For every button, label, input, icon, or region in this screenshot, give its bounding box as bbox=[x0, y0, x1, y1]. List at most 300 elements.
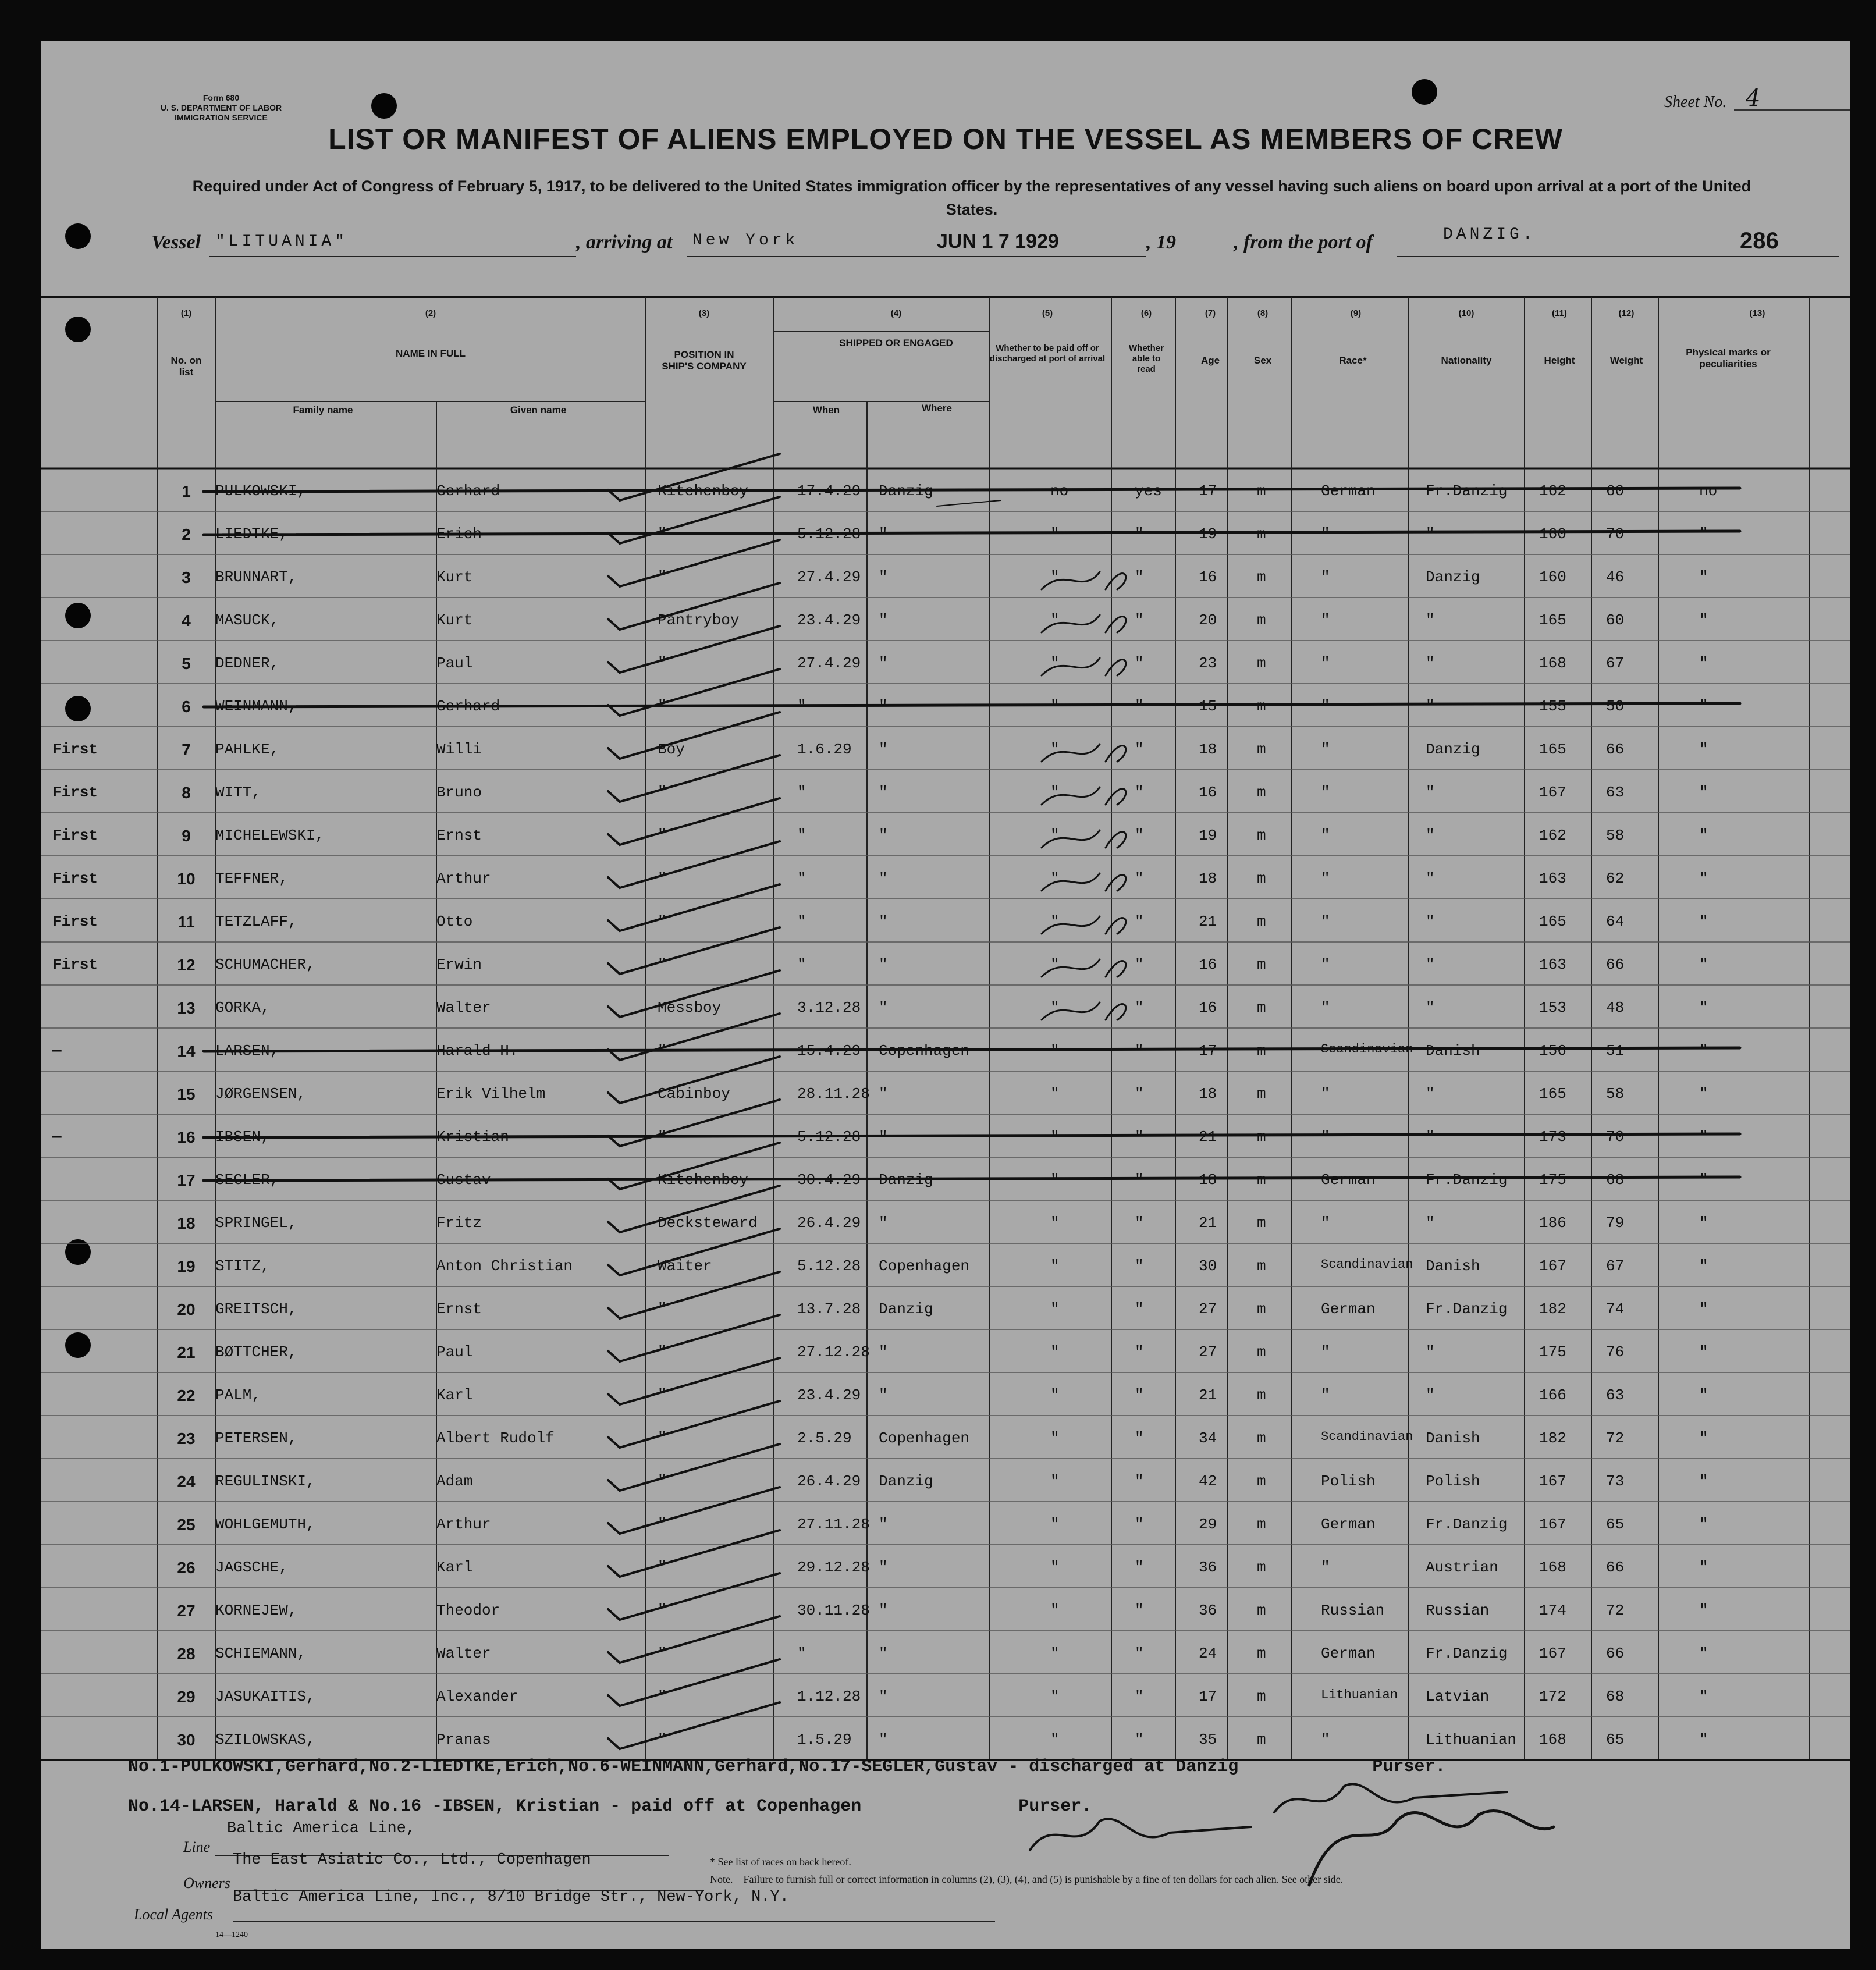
sex: m bbox=[1257, 1257, 1266, 1275]
row-number: 23 bbox=[177, 1430, 196, 1448]
marks: " bbox=[1699, 999, 1708, 1016]
shipped-where: Copenhagen bbox=[879, 1042, 970, 1059]
vessel-label: Vessel bbox=[151, 232, 201, 253]
punch-hole bbox=[1412, 79, 1437, 105]
race: " bbox=[1321, 999, 1330, 1016]
paid-off: " bbox=[1050, 1473, 1060, 1490]
weight: 58 bbox=[1606, 1085, 1625, 1103]
weight: 51 bbox=[1606, 1042, 1625, 1059]
paid-off: " bbox=[1050, 655, 1060, 672]
row-number: 25 bbox=[177, 1516, 196, 1534]
header-position: POSITION IN SHIP'S COMPANY bbox=[662, 349, 747, 372]
height: 186 bbox=[1539, 1214, 1566, 1232]
height: 165 bbox=[1539, 611, 1566, 629]
row-number: 5 bbox=[182, 655, 191, 673]
age: 34 bbox=[1199, 1430, 1217, 1447]
nationality: Danish bbox=[1426, 1430, 1480, 1447]
height: 182 bbox=[1539, 1300, 1566, 1318]
given-name: Fritz bbox=[436, 1214, 482, 1232]
marks: " bbox=[1699, 956, 1708, 973]
position: Decksteward bbox=[658, 1214, 758, 1232]
race: " bbox=[1321, 568, 1330, 586]
table-row bbox=[41, 770, 1850, 813]
shipped-where: " bbox=[879, 1688, 888, 1705]
given-name: Willi bbox=[436, 741, 482, 758]
family-name: STITZ, bbox=[215, 1257, 270, 1275]
marks: " bbox=[1699, 784, 1708, 801]
nationality: Russian bbox=[1426, 1602, 1490, 1619]
race: " bbox=[1321, 1343, 1330, 1361]
age: 21 bbox=[1199, 1128, 1217, 1146]
nationality: " bbox=[1426, 827, 1435, 844]
age: 36 bbox=[1199, 1559, 1217, 1576]
able-to-read: " bbox=[1135, 1300, 1144, 1318]
from-port-underline bbox=[1397, 256, 1839, 257]
given-name: Arthur bbox=[436, 870, 491, 887]
position: Cabinboy bbox=[658, 1085, 730, 1103]
shipped-when: 13.7.28 bbox=[797, 1300, 861, 1318]
marks: " bbox=[1699, 568, 1708, 586]
col-num-3: (3) bbox=[698, 308, 710, 318]
department: U. S. DEPARTMENT OF LABOR bbox=[160, 103, 282, 112]
given-name: Pranas bbox=[436, 1731, 491, 1748]
family-name: SCHIEMANN, bbox=[215, 1645, 307, 1662]
table-row bbox=[41, 1286, 1850, 1329]
line-label: Line bbox=[183, 1839, 211, 1855]
sex: m bbox=[1257, 1559, 1266, 1576]
position: Messboy bbox=[658, 999, 722, 1016]
weight: 73 bbox=[1606, 1473, 1625, 1490]
able-to-read: " bbox=[1135, 784, 1144, 801]
marks: " bbox=[1699, 1473, 1708, 1490]
header-no-on-list: No. on list bbox=[170, 355, 202, 378]
table-row bbox=[41, 1502, 1850, 1545]
given-name: Kurt bbox=[436, 611, 473, 629]
nationality: Fr.Danzig bbox=[1426, 1171, 1508, 1189]
given-name: Ernst bbox=[436, 1300, 482, 1318]
header-where: Where bbox=[922, 403, 952, 414]
age: 35 bbox=[1199, 1731, 1217, 1748]
family-name: BØTTCHER, bbox=[215, 1343, 297, 1361]
race: Scandinavian bbox=[1321, 1042, 1413, 1057]
sex: m bbox=[1257, 1386, 1266, 1404]
table-row bbox=[41, 1588, 1850, 1631]
table-row bbox=[41, 1157, 1850, 1200]
sex: m bbox=[1257, 870, 1266, 887]
nationality: " bbox=[1426, 1343, 1435, 1361]
race: " bbox=[1321, 956, 1330, 973]
table-row bbox=[41, 1631, 1850, 1674]
vessel-name: "LITUANIA" bbox=[215, 233, 349, 251]
shipped-when: 27.11.28 bbox=[797, 1516, 870, 1533]
row-number: 22 bbox=[177, 1386, 196, 1404]
paid-off: " bbox=[1050, 741, 1060, 758]
age: 16 bbox=[1199, 999, 1217, 1016]
position: " bbox=[658, 1128, 667, 1146]
shipped-where: " bbox=[879, 741, 888, 758]
age: 16 bbox=[1199, 568, 1217, 586]
position: " bbox=[658, 525, 667, 543]
race: " bbox=[1321, 698, 1330, 715]
height: 165 bbox=[1539, 741, 1566, 758]
sex: m bbox=[1257, 1602, 1266, 1619]
table-row bbox=[41, 468, 1850, 511]
marks: " bbox=[1699, 655, 1708, 672]
paid-off: " bbox=[1050, 999, 1060, 1016]
weight: 48 bbox=[1606, 999, 1625, 1016]
race: " bbox=[1321, 1214, 1330, 1232]
paid-off: " bbox=[1050, 1128, 1060, 1146]
date-stamp: JUN 1 7 1929 bbox=[937, 230, 1059, 253]
marks: " bbox=[1699, 1516, 1708, 1533]
able-to-read: " bbox=[1135, 741, 1144, 758]
position: " bbox=[658, 827, 667, 844]
shipped-where: " bbox=[879, 827, 888, 844]
header-paid-off: Whether to be paid off or discharged at port of arrival bbox=[989, 343, 1106, 364]
family-name: IBSEN, bbox=[215, 1128, 270, 1146]
position: " bbox=[658, 1343, 667, 1361]
agents-value: Baltic America Line, Inc., 8/10 Bridge Str., New-York, N.Y. bbox=[233, 1889, 789, 1906]
shipped-where: Copenhagen bbox=[879, 1257, 970, 1275]
margin-note: — bbox=[52, 1042, 62, 1059]
row-number: 20 bbox=[177, 1300, 196, 1318]
shipped-when: 17.4.29 bbox=[797, 482, 861, 500]
family-name: JØRGENSEN, bbox=[215, 1085, 307, 1103]
able-to-read: " bbox=[1135, 1128, 1144, 1146]
shipped-when: 3.12.28 bbox=[797, 999, 861, 1016]
family-name: JASUKAITIS, bbox=[215, 1688, 315, 1705]
form-code: 14—1240 bbox=[215, 1930, 248, 1939]
sex: m bbox=[1257, 1645, 1266, 1662]
table-row bbox=[41, 1545, 1850, 1588]
able-to-read: " bbox=[1135, 1645, 1144, 1662]
family-name: PETERSEN, bbox=[215, 1430, 297, 1447]
shipped-when: 1.5.29 bbox=[797, 1731, 852, 1748]
col-num-8: (8) bbox=[1257, 308, 1269, 318]
nationality: " bbox=[1426, 1386, 1435, 1404]
line-value: Baltic America Line, bbox=[227, 1820, 416, 1837]
nationality: " bbox=[1426, 611, 1435, 629]
footnote-paid-off bbox=[128, 1797, 1092, 1816]
table-row bbox=[41, 1372, 1850, 1416]
table-row bbox=[41, 813, 1850, 856]
marks: " bbox=[1699, 611, 1708, 629]
paid-off: " bbox=[1050, 1300, 1060, 1318]
sex: m bbox=[1257, 784, 1266, 801]
given-name: Gerhard bbox=[436, 698, 500, 715]
shipped-when: 23.4.29 bbox=[797, 1386, 861, 1404]
family-name: LIEDTKE, bbox=[215, 525, 288, 543]
table-row bbox=[41, 598, 1850, 641]
paid-off: " bbox=[1050, 913, 1060, 930]
table-row bbox=[41, 684, 1850, 727]
given-name: Gustav bbox=[436, 1171, 491, 1189]
arriving-port: New York bbox=[692, 232, 799, 250]
position: " bbox=[658, 913, 667, 930]
officer-signature bbox=[1309, 1811, 1554, 1885]
given-name: Bruno bbox=[436, 784, 482, 801]
age: 21 bbox=[1199, 1386, 1217, 1404]
sex: m bbox=[1257, 1688, 1266, 1705]
header-race: Race* bbox=[1339, 355, 1367, 366]
nationality: " bbox=[1426, 956, 1435, 973]
shipped-when: 5.12.28 bbox=[797, 1257, 861, 1275]
given-name: Erich bbox=[436, 525, 482, 543]
position: " bbox=[658, 1473, 667, 1490]
owners-value: The East Asiatic Co., Ltd., Copenhagen bbox=[233, 1851, 591, 1869]
family-name: PALM, bbox=[215, 1386, 261, 1404]
paid-off: " bbox=[1050, 1602, 1060, 1619]
race: " bbox=[1321, 611, 1330, 629]
marks: " bbox=[1699, 1343, 1708, 1361]
race: Lithuanian bbox=[1321, 1688, 1398, 1702]
weight: 66 bbox=[1606, 1559, 1625, 1576]
able-to-read: yes bbox=[1135, 482, 1162, 500]
paid-off: " bbox=[1050, 1430, 1060, 1447]
height: 165 bbox=[1539, 913, 1566, 930]
shipped-where: " bbox=[879, 1128, 888, 1146]
race: German bbox=[1321, 1171, 1376, 1189]
height: 167 bbox=[1539, 1645, 1566, 1662]
weight: 68 bbox=[1606, 1171, 1625, 1189]
marks: " bbox=[1699, 1559, 1708, 1576]
table-row bbox=[41, 641, 1850, 684]
shipped-when: 27.4.29 bbox=[797, 655, 861, 672]
nationality: " bbox=[1426, 525, 1435, 543]
race: German bbox=[1321, 1300, 1376, 1318]
age: 18 bbox=[1199, 870, 1217, 887]
table-row bbox=[41, 1243, 1850, 1286]
row-number: 29 bbox=[177, 1688, 196, 1706]
shipped-when: 23.4.29 bbox=[797, 611, 861, 629]
shipped-where: " bbox=[879, 870, 888, 887]
sex: m bbox=[1257, 1171, 1266, 1189]
header-shipped: SHIPPED OR ENGAGED bbox=[839, 337, 953, 349]
position: " bbox=[658, 870, 667, 887]
family-name: SEGLER, bbox=[215, 1171, 279, 1189]
sex: m bbox=[1257, 698, 1266, 715]
nationality: " bbox=[1426, 784, 1435, 801]
marks: " bbox=[1699, 1300, 1708, 1318]
purser-signature bbox=[1030, 1819, 1251, 1850]
age: 17 bbox=[1199, 1688, 1217, 1705]
agents-label: Local Agents bbox=[134, 1906, 214, 1923]
col-num-11: (11) bbox=[1552, 308, 1567, 318]
weight: 65 bbox=[1606, 1731, 1625, 1748]
given-name: Theodor bbox=[436, 1602, 500, 1619]
shipped-where: " bbox=[879, 568, 888, 586]
table-row bbox=[41, 1717, 1850, 1760]
able-to-read: " bbox=[1135, 999, 1144, 1016]
paid-off: " bbox=[1050, 1559, 1060, 1576]
age: 19 bbox=[1199, 827, 1217, 844]
header-given-name: Given name bbox=[510, 404, 567, 415]
shipped-where: " bbox=[879, 1559, 888, 1576]
row-number: 28 bbox=[177, 1645, 196, 1663]
able-to-read: " bbox=[1135, 827, 1144, 844]
race: " bbox=[1321, 1386, 1330, 1404]
age: 20 bbox=[1199, 611, 1217, 629]
given-name: Alexander bbox=[436, 1688, 518, 1705]
table-row bbox=[41, 554, 1850, 598]
shipped-where: Danzig bbox=[879, 482, 933, 500]
height: 156 bbox=[1539, 1042, 1566, 1059]
shipped-where: Danzig bbox=[879, 1300, 933, 1318]
table-row bbox=[41, 1028, 1850, 1071]
row-number: 21 bbox=[177, 1343, 196, 1361]
weight: 72 bbox=[1606, 1430, 1625, 1447]
shipped-when: " bbox=[797, 870, 806, 887]
height: 163 bbox=[1539, 870, 1566, 887]
able-to-read: " bbox=[1135, 1473, 1144, 1490]
given-name: Karl bbox=[436, 1386, 473, 1404]
shipped-when: 28.11.28 bbox=[797, 1085, 870, 1103]
marks: " bbox=[1699, 1171, 1708, 1189]
sex: m bbox=[1257, 1516, 1266, 1533]
punch-hole bbox=[65, 317, 91, 342]
race: " bbox=[1321, 655, 1330, 672]
table-row bbox=[41, 727, 1850, 770]
shipped-when: " bbox=[797, 698, 806, 715]
height: 160 bbox=[1539, 525, 1566, 543]
shipped-when: 5.12.28 bbox=[797, 525, 861, 543]
family-name: REGULINSKI, bbox=[215, 1473, 315, 1490]
given-name: Erik Vilhelm bbox=[436, 1085, 546, 1103]
nationality: Fr.Danzig bbox=[1426, 1645, 1508, 1662]
age: 17 bbox=[1199, 1042, 1217, 1059]
family-name: SCHUMACHER, bbox=[215, 956, 315, 973]
header-when: When bbox=[812, 404, 840, 415]
table-row bbox=[41, 1459, 1850, 1502]
header-sex: Sex bbox=[1253, 355, 1272, 366]
shipped-where: Danzig bbox=[879, 1171, 933, 1189]
row-number: 3 bbox=[182, 568, 191, 586]
header-marks: Physical marks or peculiarities bbox=[1686, 347, 1771, 369]
weight: 66 bbox=[1606, 956, 1625, 973]
shipped-where: " bbox=[879, 1602, 888, 1619]
row-number: 26 bbox=[177, 1559, 196, 1577]
row-number: 27 bbox=[177, 1602, 196, 1620]
able-to-read: " bbox=[1135, 1688, 1144, 1705]
family-name: GREITSCH, bbox=[215, 1300, 297, 1318]
age: 27 bbox=[1199, 1300, 1217, 1318]
shipped-when: 26.4.29 bbox=[797, 1473, 861, 1490]
sex: m bbox=[1257, 913, 1266, 930]
age: 21 bbox=[1199, 913, 1217, 930]
shipped-when: " bbox=[797, 913, 806, 930]
paid-off: " bbox=[1050, 1731, 1060, 1748]
shipped-where: " bbox=[879, 1343, 888, 1361]
paid-off: " bbox=[1050, 525, 1060, 543]
paid-off: " bbox=[1050, 1343, 1060, 1361]
table-row bbox=[41, 1200, 1850, 1243]
sex: m bbox=[1257, 1214, 1266, 1232]
shipped-when: " bbox=[797, 784, 806, 801]
row-number: 10 bbox=[177, 870, 196, 888]
shipped-where: " bbox=[879, 1085, 888, 1103]
row-number: 2 bbox=[182, 525, 191, 543]
weight: 63 bbox=[1606, 784, 1625, 801]
able-to-read: " bbox=[1135, 1042, 1144, 1059]
able-to-read: " bbox=[1135, 913, 1144, 930]
position: " bbox=[658, 1300, 667, 1318]
nationality: " bbox=[1426, 1214, 1435, 1232]
family-name: GORKA, bbox=[215, 999, 270, 1016]
family-name: TEFFNER, bbox=[215, 870, 288, 887]
given-name: Walter bbox=[436, 1645, 491, 1662]
race: " bbox=[1321, 870, 1330, 887]
given-name: Anton Christian bbox=[436, 1257, 573, 1275]
paid-off: " bbox=[1050, 784, 1060, 801]
shipped-where: " bbox=[879, 655, 888, 672]
arriving-label: , arriving at bbox=[576, 232, 673, 253]
nationality: " bbox=[1426, 655, 1435, 672]
age: 16 bbox=[1199, 956, 1217, 973]
able-to-read: " bbox=[1135, 1602, 1144, 1619]
shipped-where: " bbox=[879, 913, 888, 930]
header-weight: Weight bbox=[1609, 355, 1643, 366]
paid-off: " bbox=[1050, 1688, 1060, 1705]
sex: m bbox=[1257, 611, 1266, 629]
weight: 70 bbox=[1606, 1128, 1625, 1146]
header-family-name: Family name bbox=[293, 404, 353, 415]
able-to-read: " bbox=[1135, 1085, 1144, 1103]
age: 30 bbox=[1199, 1257, 1217, 1275]
col-num-5: (5) bbox=[1042, 308, 1053, 318]
race: " bbox=[1321, 1128, 1330, 1146]
margin-note: First bbox=[52, 784, 98, 801]
page-title: LIST OR MANIFEST OF ALIENS EMPLOYED ON THE VESSEL AS MEMBERS OF CREW bbox=[328, 123, 1563, 155]
age: 16 bbox=[1199, 784, 1217, 801]
table-row bbox=[41, 1114, 1850, 1157]
age: 18 bbox=[1199, 1171, 1217, 1189]
margin-note: First bbox=[52, 870, 98, 887]
sheet-label: Sheet No. bbox=[1664, 93, 1727, 111]
sex: m bbox=[1257, 1300, 1266, 1318]
weight: 63 bbox=[1606, 1386, 1625, 1404]
weight: 72 bbox=[1606, 1602, 1625, 1619]
nationality: " bbox=[1426, 1085, 1435, 1103]
margin-note: First bbox=[52, 741, 98, 758]
given-name: Walter bbox=[436, 999, 491, 1016]
header-nationality: Nationality bbox=[1441, 355, 1492, 366]
marks: " bbox=[1699, 1731, 1708, 1748]
height: 175 bbox=[1539, 1343, 1566, 1361]
position: Boy bbox=[658, 741, 685, 758]
shipped-when: 27.12.28 bbox=[797, 1343, 870, 1361]
able-to-read: " bbox=[1135, 956, 1144, 973]
margin-note: First bbox=[52, 827, 98, 844]
sex: m bbox=[1257, 1128, 1266, 1146]
family-name: KORNEJEW, bbox=[215, 1602, 297, 1619]
given-name: Paul bbox=[436, 655, 473, 672]
shipped-when: 27.4.29 bbox=[797, 568, 861, 586]
age: 24 bbox=[1199, 1645, 1217, 1662]
position: " bbox=[658, 1430, 667, 1447]
given-name: Karl bbox=[436, 1559, 473, 1576]
able-to-read: " bbox=[1135, 698, 1144, 715]
height: 155 bbox=[1539, 698, 1566, 715]
family-name: LARSEN, bbox=[215, 1042, 279, 1059]
nationality: " bbox=[1426, 1128, 1435, 1146]
nationality: Fr.Danzig bbox=[1426, 482, 1508, 500]
marks: no bbox=[1699, 482, 1718, 500]
table-row bbox=[41, 1674, 1850, 1717]
position: " bbox=[658, 956, 667, 973]
paid-off: " bbox=[1050, 1645, 1060, 1662]
marks: " bbox=[1699, 525, 1708, 543]
penalty-note: Note.—Failure to furnish full or correct information in columns (2), (3), (4), and (5) is punishable by a fine of ten dollars for each alien. See other side. bbox=[710, 1873, 1344, 1885]
